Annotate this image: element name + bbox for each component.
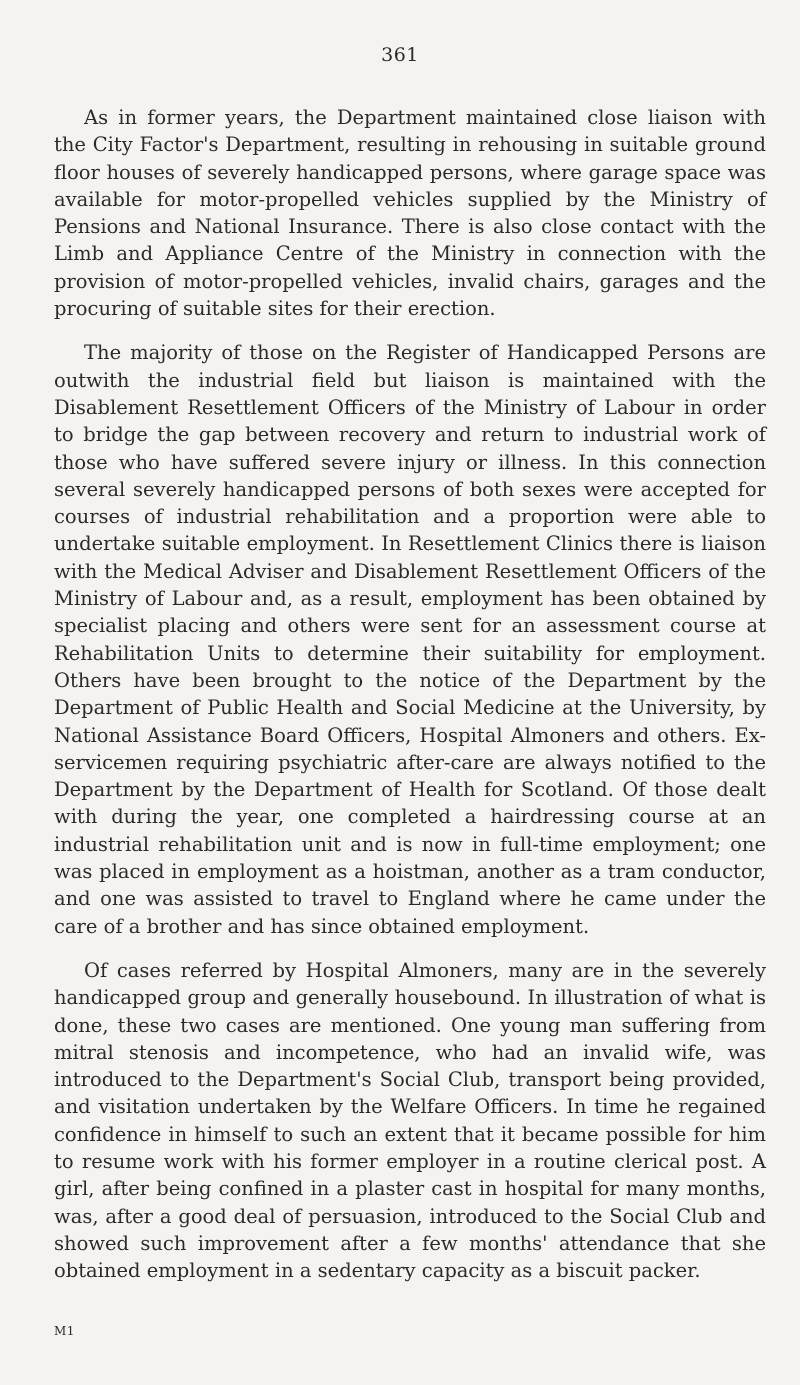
- page-number: 361: [381, 44, 419, 66]
- paragraph-industrial-resettlement: The majority of those on the Register of Handicapped Persons are outwith the industrial field but liaison is maintained with the Disablement Resettlement Officers of the Ministry of Labour in order to bridge the gap between recovery and return to industrial work of those who have suffered severe injury or illness. In this connection several severely handicapped persons of both sexes were accepted for courses of industrial rehabilitation and a proportion were able to undertake suitable employment. In Resettlement Clinics there is liaison with the Medical Adviser and Disablement Resettlement Officers of the Ministry of Labour and, as a result, employment has been obtained by specialist placing and others were sent for an assessment course at Rehabilitation Units to determine their suitability for employment. Others have been brought to the notice of the Department by the Department of Public Health and Social Medicine at the University, by National Assistance Board Officers, Hospital Almoners and others. Ex-servicemen requiring psychiatric after-care are always notified to the Department by the Department of Health for Scotland. Of those dealt with during the year, one completed a hairdressing course at an industrial rehabilitation unit and is now in full-time employment; one was placed in employment as a hoistman, another as a tram conductor, and one was assisted to travel to England where he came under the care of a brother and has since obtained employment.: [54, 341, 766, 938]
- paragraph-hospital-almoner-cases: Of cases referred by Hospital Almoners, many are in the severely handicapped group and generally housebound. In illustration of what is done, these two cases are mentioned. One young man suffering from mitral stenosis and incompetence, who had an invalid wife, was introduced to the Department's Social Club, transport being provided, and visitation undertaken by the Welfare Officers. In time he regained confidence in himself to such an extent that it became possible for him to resume work with his former employer in a routine clerical post. A girl, after being confined in a plaster cast in hospital for many months, was, after a good deal of persuasion, introduced to the Social Club and showed such improvement after a few months' attendance that she obtained employment in a sedentary capacity as a biscuit packer.: [54, 958, 766, 1283]
- printer-signature-mark: M1: [54, 1324, 75, 1338]
- body-text: [54, 104, 766, 1301]
- paragraph-liaison-housing: As in former years, the Department maintained close liaison with the City Factor's Department, resulting in rehousing in suitable ground floor houses of severely handicapped persons, where garage space was available for motor-propelled vehicles supplied by the Ministry of Pensions and National Insurance. There is also close contact with the Limb and Appliance Centre of the Ministry in connection with the provision of motor-propelled vehicles, invalid chairs, garages and the procuring of suitable sites for their erection.: [54, 106, 766, 321]
